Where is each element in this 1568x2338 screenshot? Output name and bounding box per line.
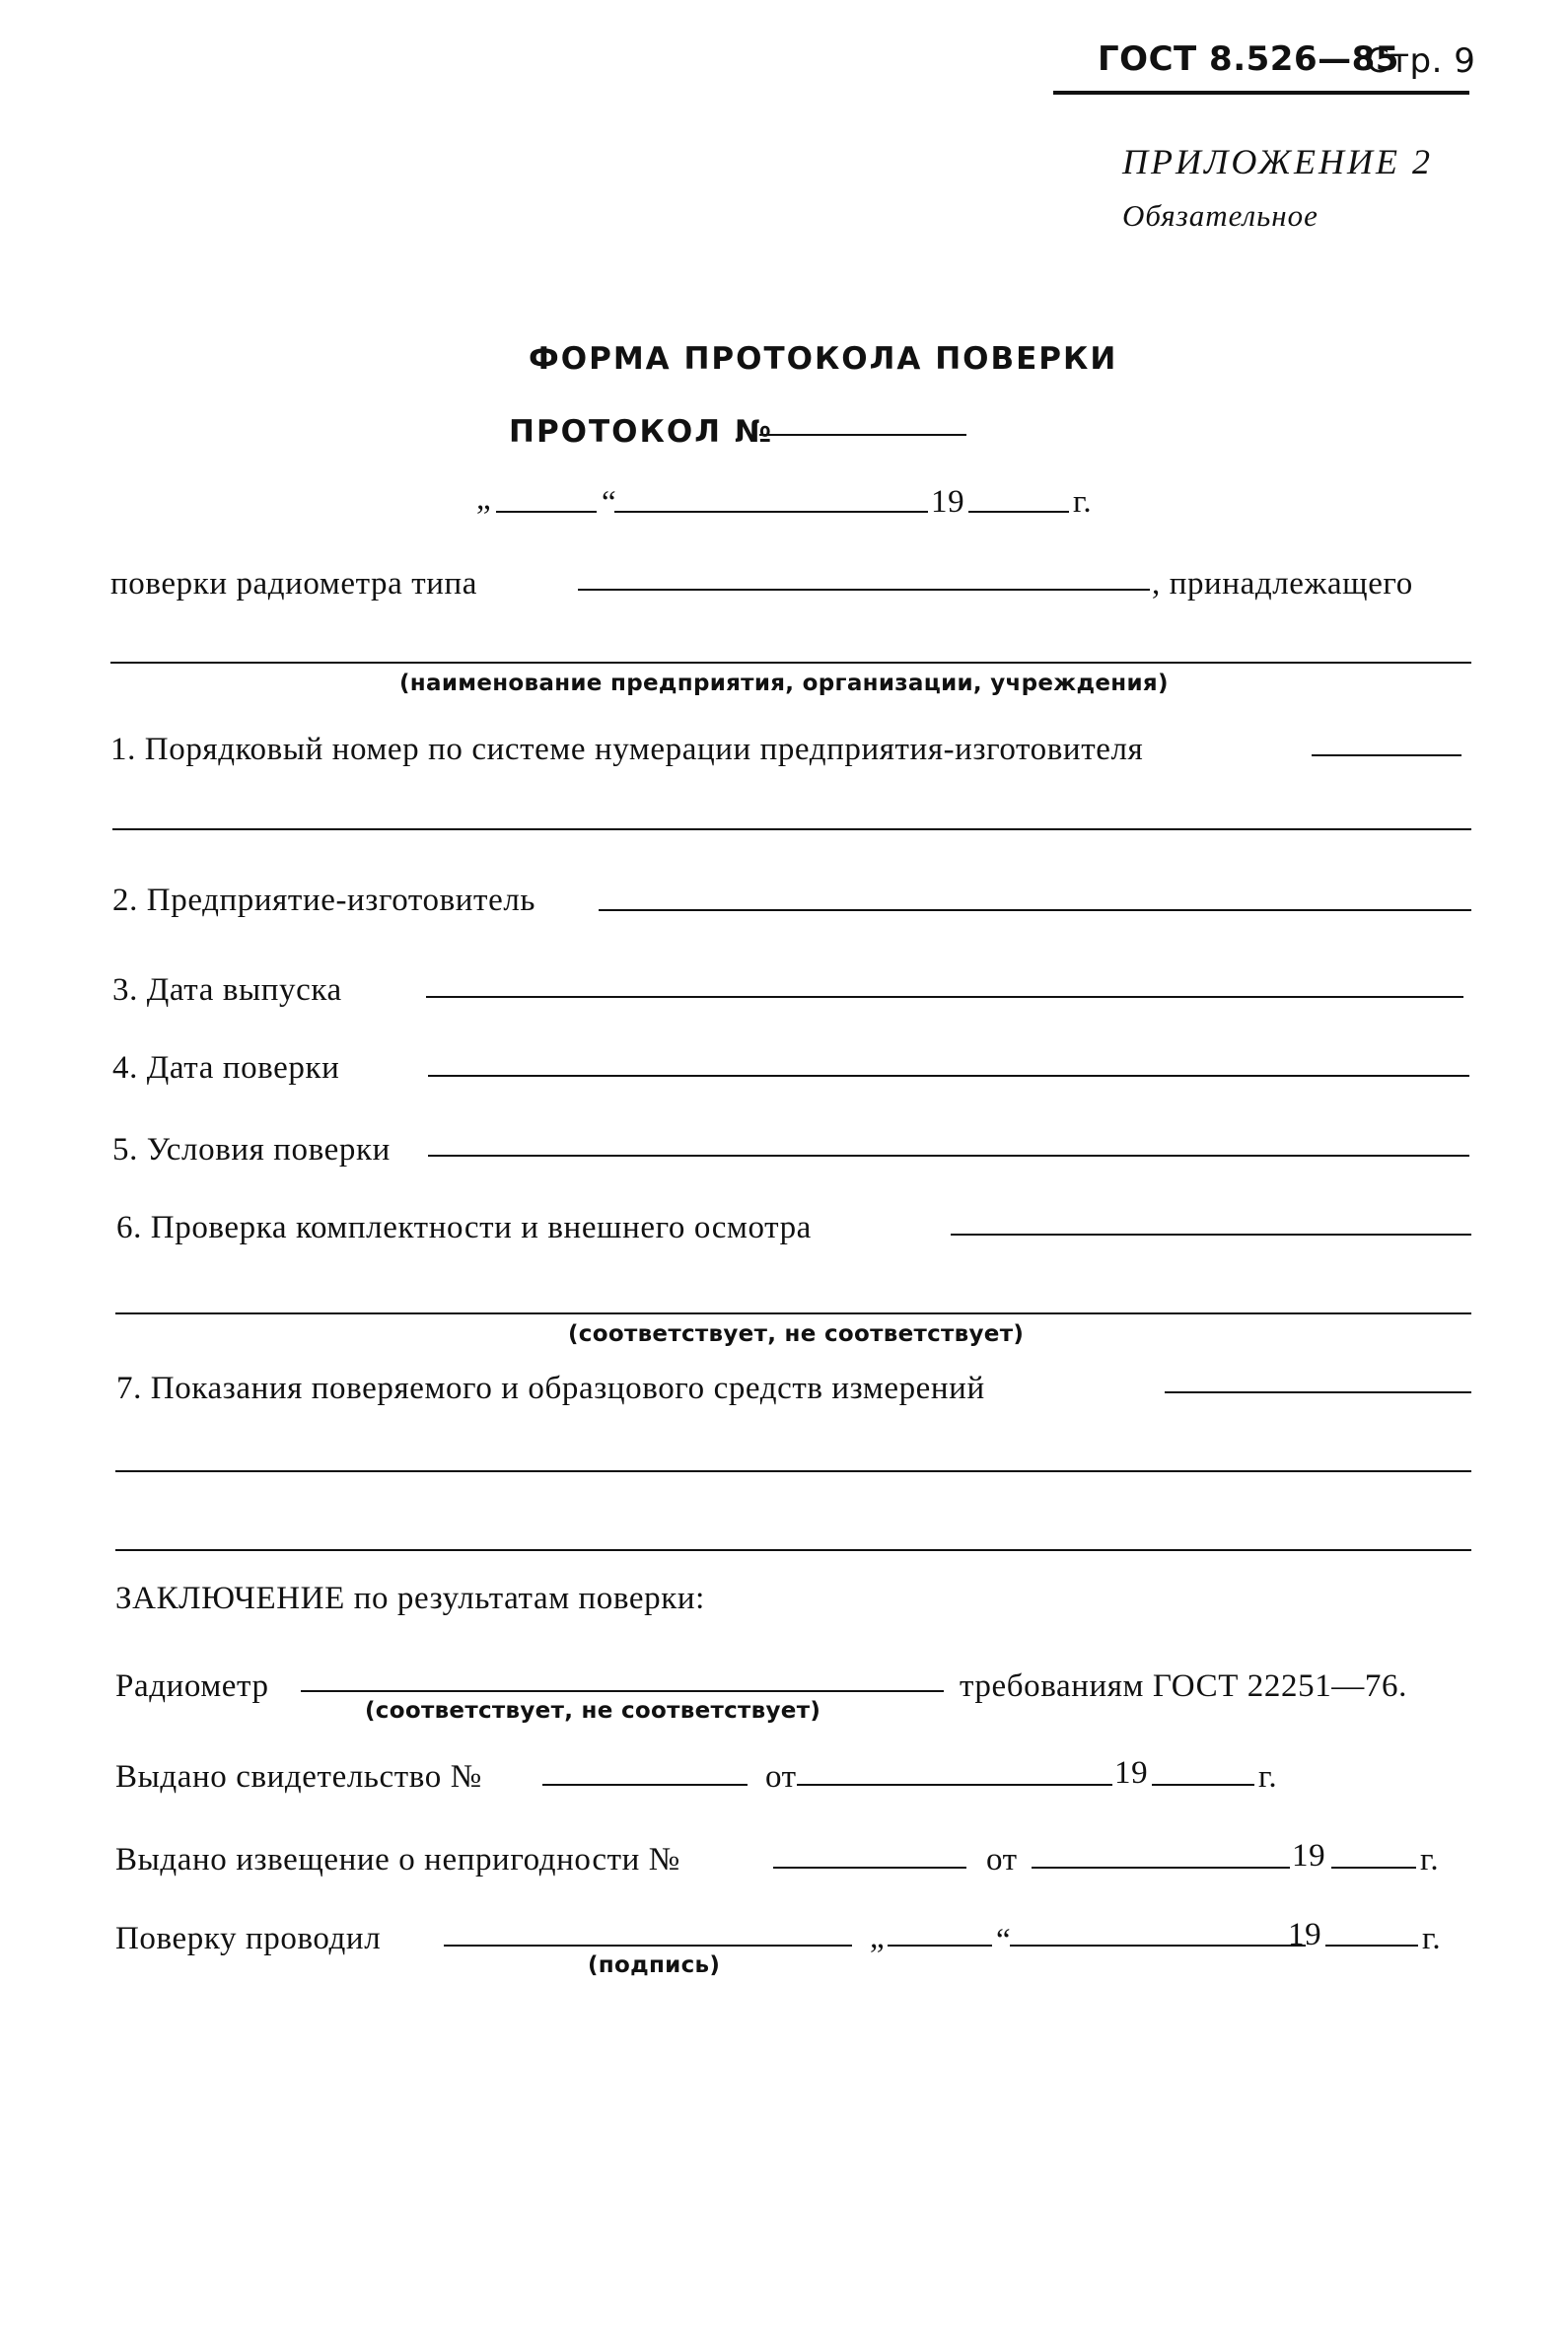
verify-month-field[interactable]	[1010, 1945, 1306, 1947]
protocol-label: ПРОТОКОЛ №	[509, 414, 774, 450]
notice-from: от	[986, 1842, 1018, 1877]
date-day-field[interactable]	[496, 511, 597, 513]
date-year-field[interactable]	[968, 511, 1069, 513]
appendix-title: ПРИЛОЖЕНИЕ 2	[1122, 142, 1433, 181]
item-7-field-line-2[interactable]	[115, 1470, 1471, 1472]
certificate-year-prefix: 19	[1114, 1755, 1149, 1791]
radiometer-type-field[interactable]	[578, 589, 1150, 591]
conclusion-title: ЗАКЛЮЧЕНИЕ по результатам поверки:	[115, 1581, 705, 1616]
item-3-label: 3. Дата выпуска	[112, 972, 342, 1008]
page-number: Стр. 9	[1366, 41, 1476, 81]
verify-date-quote-open: „	[870, 1920, 886, 1955]
signature-field[interactable]	[444, 1945, 852, 1947]
organization-caption: (наименование предприятия, организации, учреждения)	[399, 671, 1169, 696]
date-quote-close: “	[602, 485, 617, 521]
notice-label: Выдано извещение о непригодности №	[115, 1842, 680, 1877]
intro-owner-label: , принадлежащего	[1152, 566, 1413, 602]
item-4-field[interactable]	[428, 1075, 1469, 1077]
certificate-date-field[interactable]	[797, 1784, 1112, 1786]
item-7-label: 7. Показания поверяемого и образцового средств измерений	[116, 1371, 985, 1406]
verify-year-field[interactable]	[1325, 1945, 1418, 1947]
date-quote-open: „	[476, 481, 492, 517]
radiometer-compliance-caption: (соответствует, не соответствует)	[365, 1698, 821, 1724]
appendix-subtitle: Обязательное	[1122, 198, 1319, 233]
item-4-label: 4. Дата поверки	[112, 1050, 340, 1086]
notice-year-suffix: г.	[1420, 1842, 1440, 1877]
protocol-number-field[interactable]	[759, 434, 966, 436]
notice-number-field[interactable]	[773, 1867, 966, 1869]
verify-date-quote-close: “	[996, 1923, 1012, 1958]
item-1-label: 1. Порядковый номер по системе нумерации предприятия-изготовителя	[110, 732, 1144, 767]
header-rule	[1053, 91, 1469, 95]
signature-caption: (подпись)	[588, 1952, 721, 1978]
radiometer-requirement: требованиям ГОСТ 22251—76.	[960, 1668, 1407, 1704]
verify-year-suffix: г.	[1422, 1921, 1442, 1956]
certificate-number-field[interactable]	[542, 1784, 748, 1786]
organization-field[interactable]	[110, 662, 1471, 664]
document-number: ГОСТ 8.526—85	[1098, 39, 1399, 79]
item-6-caption: (соответствует, не соответствует)	[568, 1321, 1025, 1347]
item-5-label: 5. Условия поверки	[112, 1132, 391, 1168]
item-1-field[interactable]	[1312, 754, 1461, 756]
item-3-field[interactable]	[426, 996, 1463, 998]
item-2-field[interactable]	[599, 909, 1471, 911]
certificate-label: Выдано свидетельство №	[115, 1759, 482, 1795]
notice-date-field[interactable]	[1032, 1867, 1290, 1869]
notice-year-field[interactable]	[1331, 1867, 1416, 1869]
item-6-field-continued[interactable]	[115, 1312, 1471, 1314]
form-title: ФОРМА ПРОТОКОЛА ПОВЕРКИ	[529, 341, 1118, 377]
item-1-field-continued[interactable]	[112, 828, 1471, 830]
intro-label: поверки радиометра типа	[110, 566, 478, 602]
item-7-field[interactable]	[1165, 1391, 1471, 1393]
date-year-prefix: 19	[931, 484, 965, 520]
certificate-from: от	[765, 1759, 797, 1795]
item-2-label: 2. Предприятие-изготовитель	[112, 883, 536, 918]
date-year-suffix: г.	[1073, 484, 1093, 520]
item-6-label: 6. Проверка комплектности и внешнего осмотра	[116, 1210, 812, 1245]
item-6-field[interactable]	[951, 1234, 1471, 1236]
date-month-field[interactable]	[614, 511, 928, 513]
notice-year-prefix: 19	[1292, 1838, 1326, 1874]
verify-year-prefix: 19	[1288, 1917, 1322, 1952]
radiometer-label: Радиометр	[115, 1668, 269, 1704]
certificate-year-suffix: г.	[1258, 1759, 1278, 1795]
item-5-field[interactable]	[428, 1155, 1469, 1157]
verifier-label: Поверку проводил	[115, 1921, 382, 1956]
verify-day-field[interactable]	[888, 1945, 992, 1947]
radiometer-compliance-field[interactable]	[301, 1690, 944, 1692]
certificate-year-field[interactable]	[1152, 1784, 1254, 1786]
item-7-field-line-3[interactable]	[115, 1549, 1471, 1551]
